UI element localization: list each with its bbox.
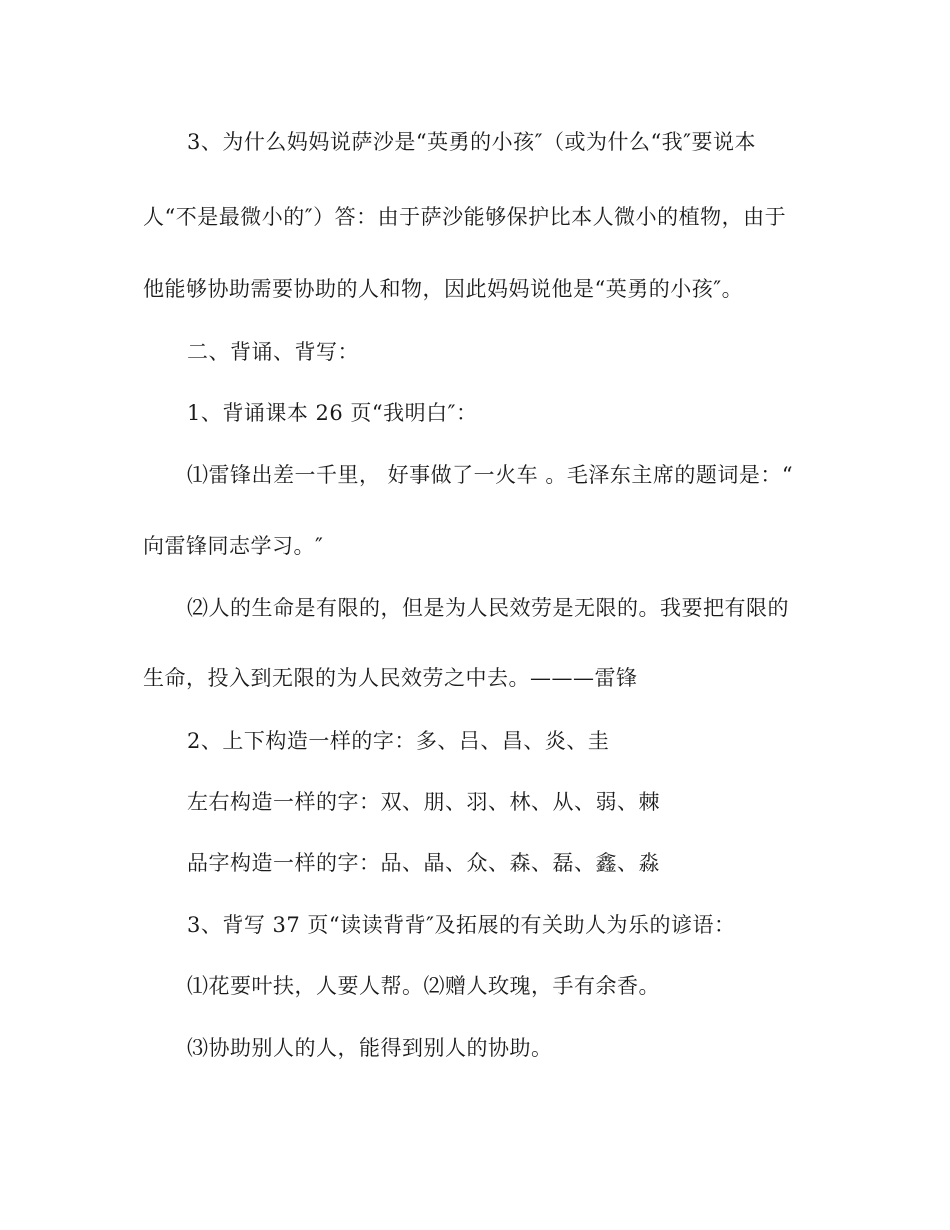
item-leifeng-2-line-1: ⑵人的生命是有限的，但是为人民效劳是无限的。我要把有限的 (187, 596, 789, 620)
item-recite-textbook: 1、背诵课本 26 页“我明白″： (187, 401, 478, 425)
item-vertical-structure: 2、上下构造一样的字：多、吕、昌、炎、圭 (187, 729, 610, 753)
item-proverb-3: ⑶协助别人的人，能得到别人的协助。 (187, 1036, 553, 1060)
item-horizontal-structure: 左右构造一样的字：双、朋、羽、林、从、弱、棘 (187, 790, 660, 814)
item-leifeng-2-line-2: 生命，投入到无限的为人民效劳之中去。———雷锋 (143, 666, 638, 690)
item-leifeng-1-line-2: 向雷锋同志学习。″ (143, 534, 324, 558)
paragraph-question-3: 3、为什么妈妈说萨沙是“英勇的小孩″（或为什么“我″要说本 (187, 130, 757, 154)
item-recite-proverbs: 3、背写 37 页“读读背背″及拓展的有关助人为乐的谚语： (187, 913, 736, 937)
paragraph-answer-line-2: 他能够协助需要协助的人和物，因此妈妈说他是“英勇的小孩″。 (143, 277, 744, 301)
item-pin-structure: 品字构造一样的字：品、晶、众、森、磊、鑫、淼 (187, 851, 660, 875)
item-leifeng-1-line-1: ⑴雷锋出差一千里， 好事做了一火车 。毛泽东主席的题词是：“ (187, 463, 794, 487)
section-heading-recite: 二、背诵、背写： (187, 340, 359, 364)
paragraph-answer-line-1: 人“不是最微小的″）答：由于萨沙能够保护比本人微小的植物，由于 (143, 205, 787, 229)
item-proverbs-1-2: ⑴花要叶扶，人要人帮。⑵赠人玫瑰，手有余香。 (187, 974, 660, 998)
